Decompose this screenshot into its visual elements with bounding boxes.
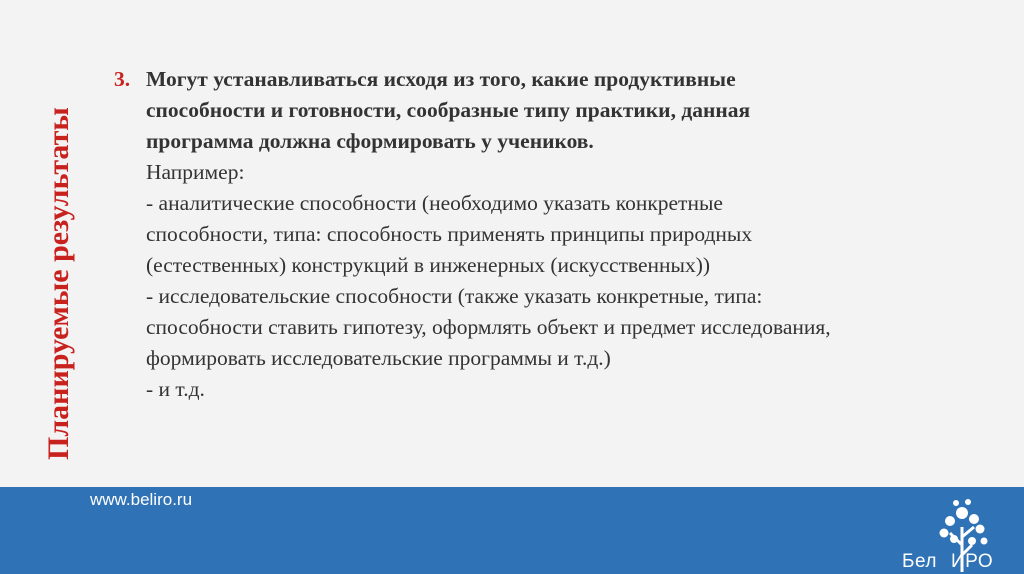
content-block xyxy=(114,64,994,405)
side-title: Планируемые результаты xyxy=(42,107,75,460)
text-line: - исследовательские способности (также указать конкретные, типа: xyxy=(146,284,763,308)
footer-bar xyxy=(0,487,1024,574)
text-line: Например: xyxy=(146,160,245,184)
bold-line: способности и готовности, сообразные типу практики, данная xyxy=(146,98,751,122)
footer-url[interactable]: www.beliro.ru xyxy=(90,490,193,509)
item-number: 3. xyxy=(114,67,131,91)
logo-text-right: ИРО xyxy=(951,551,994,572)
bold-line: Могут устанавливаться исходя из того, какие продуктивные xyxy=(146,67,736,91)
text-line: - аналитические способности (необходимо указать конкретные xyxy=(146,191,723,215)
text-line: способности, типа: способность применять принципы природных xyxy=(146,222,753,246)
text-line: - и т.д. xyxy=(146,377,205,401)
logo-text-left: Бел xyxy=(902,551,937,572)
bold-line: программа должна сформировать у учеников. xyxy=(146,129,594,153)
text-line: формировать исследовательские программы и т.д.) xyxy=(146,346,611,370)
item-body xyxy=(146,64,994,405)
text-line: (естественных) конструкций в инженерных (искусственных)) xyxy=(146,253,711,277)
list-item xyxy=(114,64,994,405)
text-line: способности ставить гипотезу, оформлять объект и предмет исследования, xyxy=(146,315,831,339)
logo-text xyxy=(902,551,993,573)
